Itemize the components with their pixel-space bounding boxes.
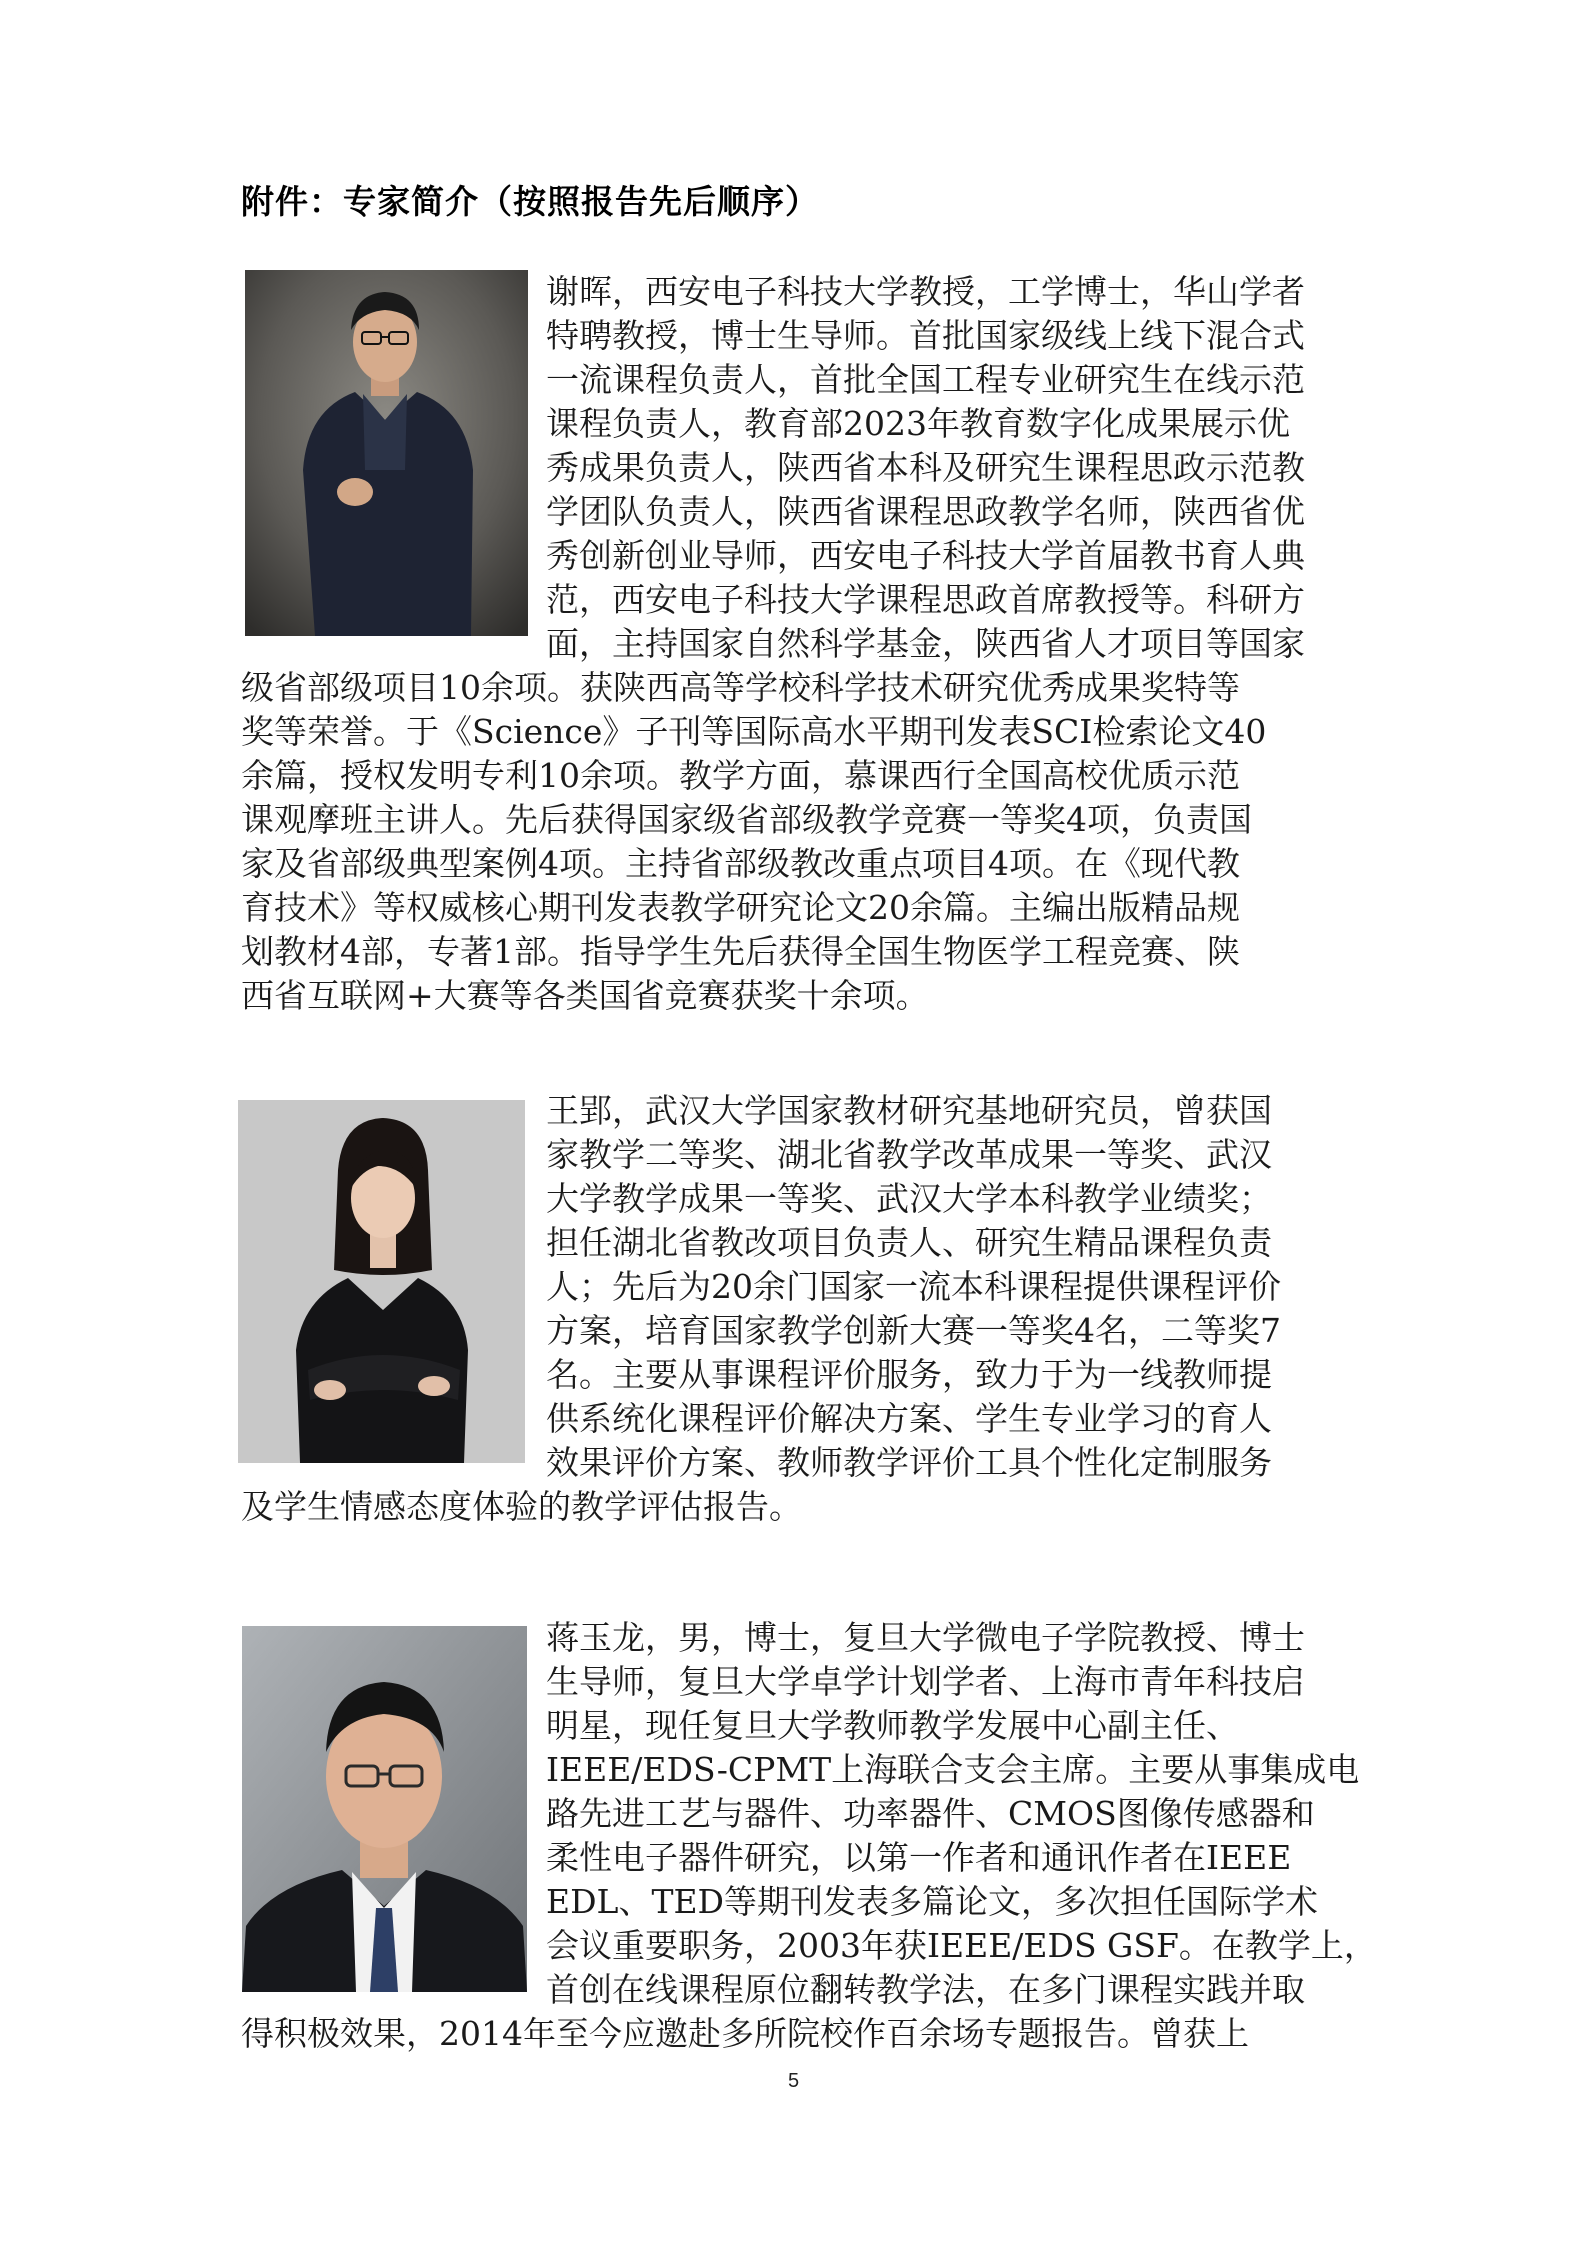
expert-photo-xiehui	[245, 270, 528, 636]
expert-3-bio-below: 得积极效果，2014年至今应邀赴多所院校作百余场专题报告。曾获上	[241, 2014, 1249, 2053]
portrait-photo-icon	[245, 270, 528, 636]
portrait-photo-icon	[242, 1626, 527, 1992]
expert-photo-wangying	[238, 1100, 525, 1463]
page-number: 5	[787, 2070, 800, 2092]
expert-2-bio-below: 及学生情感态度体验的教学评估报告。	[241, 1487, 802, 1526]
expert-1-bio-below: 级省部级项目10余项。获陕西高等学校科学技术研究优秀成果奖特等 奖等荣誉。于《Science》子刊等国际高水平期刊发表SCI检索论文40 余篇，授权发明专利10余项。教学方面，慕课西行全国高校优质示范 课观摩班主讲人。先后获得国家级省部级教学竞赛一等奖4项，负责国 家及省部级典型案例4项。主持省部级教改重点项目4项。在《现代教 育技术》等权威核心期刊发表教学研究论文20余篇。主编出版精品规 划教材4部，专著1部。指导学生先后获得全国生物医学工程竞赛、陕 西省互联网+大赛等各类国省竞赛获奖十余项。	[241, 668, 1267, 1015]
page-title: 附件：专家简介（按照报告先后顺序）	[241, 182, 819, 221]
expert-photo-jiangyulong	[242, 1626, 527, 1992]
expert-3-bio-beside: 蒋玉龙，男，博士，复旦大学微电子学院教授、博士 生导师，复旦大学卓学计划学者、上海市青年科技启 明星，现任复旦大学教师教学发展中心副主任、 IEEE/EDS-CPMT上海联合支会主席。主要从事集成电 路先进工艺与器件、功率器件、CMOS图像传感器和 柔性电子器件研究，以第一作者和通讯作者在IEEE EDL、TED等期刊发表多篇论文，多次担任国际学术 会议重要职务，2003年获IEEE/EDS GSF。在教学上， 首创在线课程原位翻转教学法，在多门课程实践并取	[546, 1618, 1377, 2009]
expert-1-bio-beside: 谢晖，西安电子科技大学教授，工学博士，华山学者 特聘教授，博士生导师。首批国家级线上线下混合式 一流课程负责人，首批全国工程专业研究生在线示范 课程负责人，教育部2023年教育数字化成果展示优 秀成果负责人，陕西省本科及研究生课程思政示范教 学团队负责人，陕西省课程思政教学名师，陕西省优 秀创新创业导师，西安电子科技大学首届教书育人典 范，西安电子科技大学课程思政首席教授等。科研方 面，主持国家自然科学基金，陕西省人才项目等国家	[546, 272, 1305, 663]
portrait-photo-icon	[238, 1100, 525, 1463]
expert-2-bio-beside: 王郢，武汉大学国家教材研究基地研究员，曾获国 家教学二等奖、湖北省教学改革成果一等奖、武汉 大学教学成果一等奖、武汉大学本科教学业绩奖； 担任湖北省教改项目负责人、研究生精品课程负责 人；先后为20余门国家一流本科课程提供课程评价 方案，培育国家教学创新大赛一等奖4名，二等奖7 名。主要从事课程评价服务，致力于为一线教师提 供系统化课程评价解决方案、学生专业学习的育人 效果评价方案、教师教学评价工具个性化定制服务	[546, 1091, 1281, 1482]
